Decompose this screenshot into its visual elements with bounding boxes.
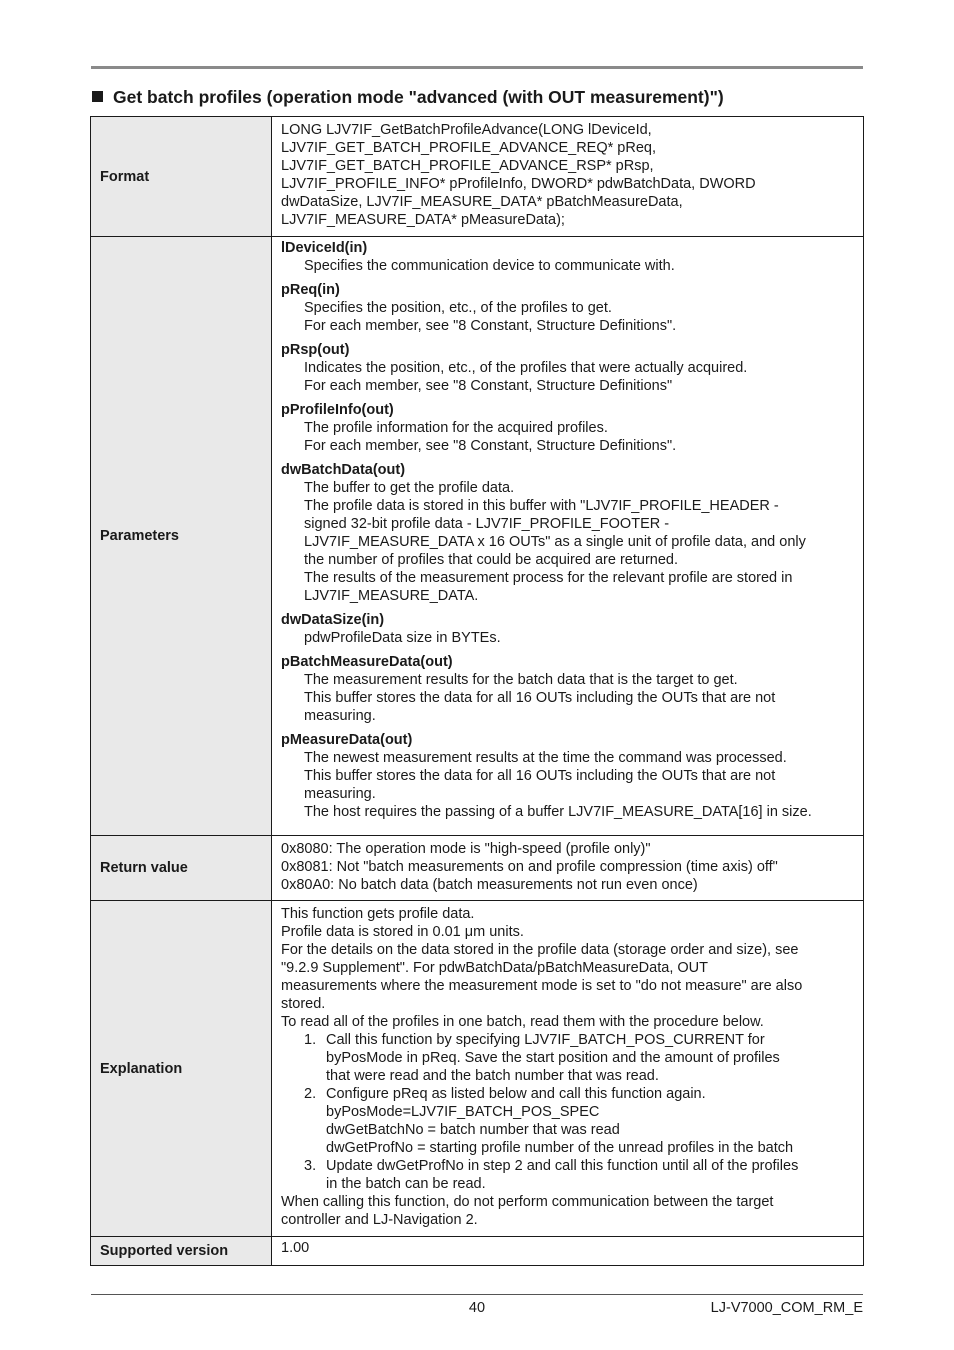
param-desc: For each member, see "8 Constant, Structure Definitions"	[304, 378, 673, 394]
row-explanation	[91, 901, 864, 1237]
row-return-value	[91, 836, 864, 901]
format-label: Format	[91, 117, 272, 237]
param-desc: The measurement results for the batch data that is the target to get.	[304, 672, 738, 688]
step-line: Update dwGetProfNo in step 2 and call this function until all of the profiles	[326, 1158, 799, 1174]
parameters-content	[272, 237, 864, 836]
param-item	[281, 341, 854, 395]
return-code-line: 0x8080: The operation mode is "high-speed (profile only)"	[281, 840, 651, 857]
parameters-label: Parameters	[91, 237, 272, 836]
step-text	[326, 1031, 780, 1085]
param-name: pMeasureData(out)	[281, 732, 413, 748]
param-desc: measuring.	[304, 786, 376, 802]
step-text	[326, 1157, 798, 1193]
param-desc: For each member, see "8 Constant, Structure Definitions".	[304, 438, 677, 454]
procedure-step	[281, 1157, 854, 1193]
param-name: dwDataSize(in)	[281, 612, 385, 628]
spec-table	[90, 116, 864, 1266]
supported-version-value: 1.00	[272, 1237, 864, 1266]
param-desc: The profile information for the acquired profiles.	[304, 420, 608, 436]
param-item	[281, 401, 854, 455]
param-desc: For each member, see "8 Constant, Structure Definitions".	[304, 318, 677, 334]
param-desc: LJV7IF_MEASURE_DATA.	[304, 588, 479, 604]
format-content	[272, 117, 864, 237]
step-text	[326, 1085, 793, 1157]
param-item	[281, 281, 854, 335]
procedure-step	[281, 1031, 854, 1085]
step-line: in the batch can be read.	[326, 1176, 486, 1192]
footer-rule	[91, 1294, 863, 1295]
param-desc: The host requires the passing of a buffer LJV7IF_MEASURE_DATA[16] in size.	[304, 804, 812, 820]
param-desc: The results of the measurement process for the relevant profile are stored in	[304, 570, 793, 586]
param-desc: The newest measurement results at the time the command was processed.	[304, 750, 787, 766]
step-number: 3.	[304, 1158, 317, 1174]
param-desc: Specifies the communication device to communicate with.	[304, 258, 675, 274]
explanation-line: When calling this function, do not perform communication between the target	[281, 1194, 774, 1210]
param-desc: The buffer to get the profile data.	[304, 480, 515, 496]
procedure-step	[281, 1085, 854, 1157]
step-number: 1.	[304, 1032, 317, 1048]
explanation-line: This function gets profile data.	[281, 906, 475, 922]
param-desc: signed 32-bit profile data - LJV7IF_PROFILE_FOOTER -	[304, 516, 670, 532]
step-line: dwGetBatchNo = batch number that was read	[326, 1122, 620, 1138]
explanation-content	[272, 901, 864, 1237]
step-line: Call this function by specifying LJV7IF_BATCH_POS_CURRENT for	[326, 1032, 765, 1048]
return-code-line: 0x8081: Not "batch measurements on and profile compression (time axis) off"	[281, 858, 778, 875]
param-item	[281, 731, 854, 821]
format-line: LJV7IF_GET_BATCH_PROFILE_ADVANCE_RSP* pRsp,	[281, 158, 654, 174]
explanation-line: To read all of the profiles in one batch, read them with the procedure below.	[281, 1014, 764, 1030]
param-item	[281, 611, 854, 647]
step-number: 2.	[304, 1086, 317, 1102]
return-code-line: 0x80A0: No batch data (batch measurements not run even once)	[281, 876, 698, 893]
supported-version-label: Supported version	[91, 1237, 272, 1266]
param-name: dwBatchData(out)	[281, 462, 406, 478]
section-heading-text: Get batch profiles (operation mode "advanced (with OUT measurement)")	[113, 87, 724, 107]
step-line: byPosMode in pReq. Save the start position and the amount of profiles	[326, 1050, 780, 1066]
param-desc: the number of profiles that could be acquired are returned.	[304, 552, 679, 568]
param-desc: LJV7IF_MEASURE_DATA x 16 OUTs" as a single unit of profile data, and only	[304, 534, 806, 550]
param-desc: pdwProfileData size in BYTEs.	[304, 630, 501, 646]
param-desc: Indicates the position, etc., of the profiles that were actually acquired.	[304, 360, 748, 376]
explanation-line: stored.	[281, 996, 326, 1012]
explanation-line: measurements where the measurement mode is set to "do not measure" are also	[281, 978, 803, 994]
explanation-line: For the details on the data stored in the profile data (storage order and size), see	[281, 942, 799, 958]
step-line: dwGetProfNo = starting profile number of the unread profiles in the batch	[326, 1140, 794, 1156]
step-line: that were read and the batch number that was read.	[326, 1068, 659, 1084]
format-line: LJV7IF_GET_BATCH_PROFILE_ADVANCE_REQ* pReq,	[281, 140, 656, 156]
param-desc: This buffer stores the data for all 16 OUTs including the OUTs that are not	[304, 690, 776, 706]
row-format	[91, 117, 864, 237]
step-line: byPosMode=LJV7IF_BATCH_POS_SPEC	[326, 1104, 600, 1120]
param-item	[281, 461, 854, 605]
param-name: pRsp(out)	[281, 342, 350, 358]
explanation-line: "9.2.9 Supplement". For pdwBatchData/pBatchMeasureData, OUT	[281, 960, 708, 976]
param-item	[281, 239, 854, 275]
param-item	[281, 653, 854, 725]
document-id: LJ-V7000_COM_RM_E	[710, 1300, 863, 1316]
explanation-line: controller and LJ-Navigation 2.	[281, 1212, 478, 1228]
param-desc: The profile data is stored in this buffer with "LJV7IF_PROFILE_HEADER -	[304, 498, 779, 514]
format-line: LONG LJV7IF_GetBatchProfileAdvance(LONG lDeviceId,	[281, 122, 652, 138]
return-value-label: Return value	[91, 836, 272, 901]
param-name: pBatchMeasureData(out)	[281, 654, 453, 670]
top-rule	[91, 66, 863, 69]
return-value-content	[272, 836, 864, 901]
explanation-line: Profile data is stored in 0.01 μm units.	[281, 924, 524, 940]
param-desc: This buffer stores the data for all 16 OUTs including the OUTs that are not	[304, 768, 776, 784]
section-heading	[92, 86, 872, 108]
param-desc: Specifies the position, etc., of the profiles to get.	[304, 300, 612, 316]
param-name: pProfileInfo(out)	[281, 402, 394, 418]
step-line: Configure pReq as listed below and call this function again.	[326, 1086, 706, 1102]
param-name: lDeviceId(in)	[281, 240, 368, 256]
format-line: dwDataSize, LJV7IF_MEASURE_DATA* pBatchMeasureData,	[281, 194, 683, 210]
row-supported-version	[91, 1237, 864, 1266]
row-parameters	[91, 237, 864, 836]
param-name: pReq(in)	[281, 282, 340, 298]
format-line: LJV7IF_PROFILE_INFO* pProfileInfo, DWORD* pdwBatchData, DWORD	[281, 176, 756, 192]
explanation-label: Explanation	[91, 901, 272, 1237]
square-bullet-icon	[92, 91, 103, 102]
page-number: 40	[468, 1300, 486, 1316]
format-line: LJV7IF_MEASURE_DATA* pMeasureData);	[281, 212, 565, 228]
param-desc: measuring.	[304, 708, 376, 724]
